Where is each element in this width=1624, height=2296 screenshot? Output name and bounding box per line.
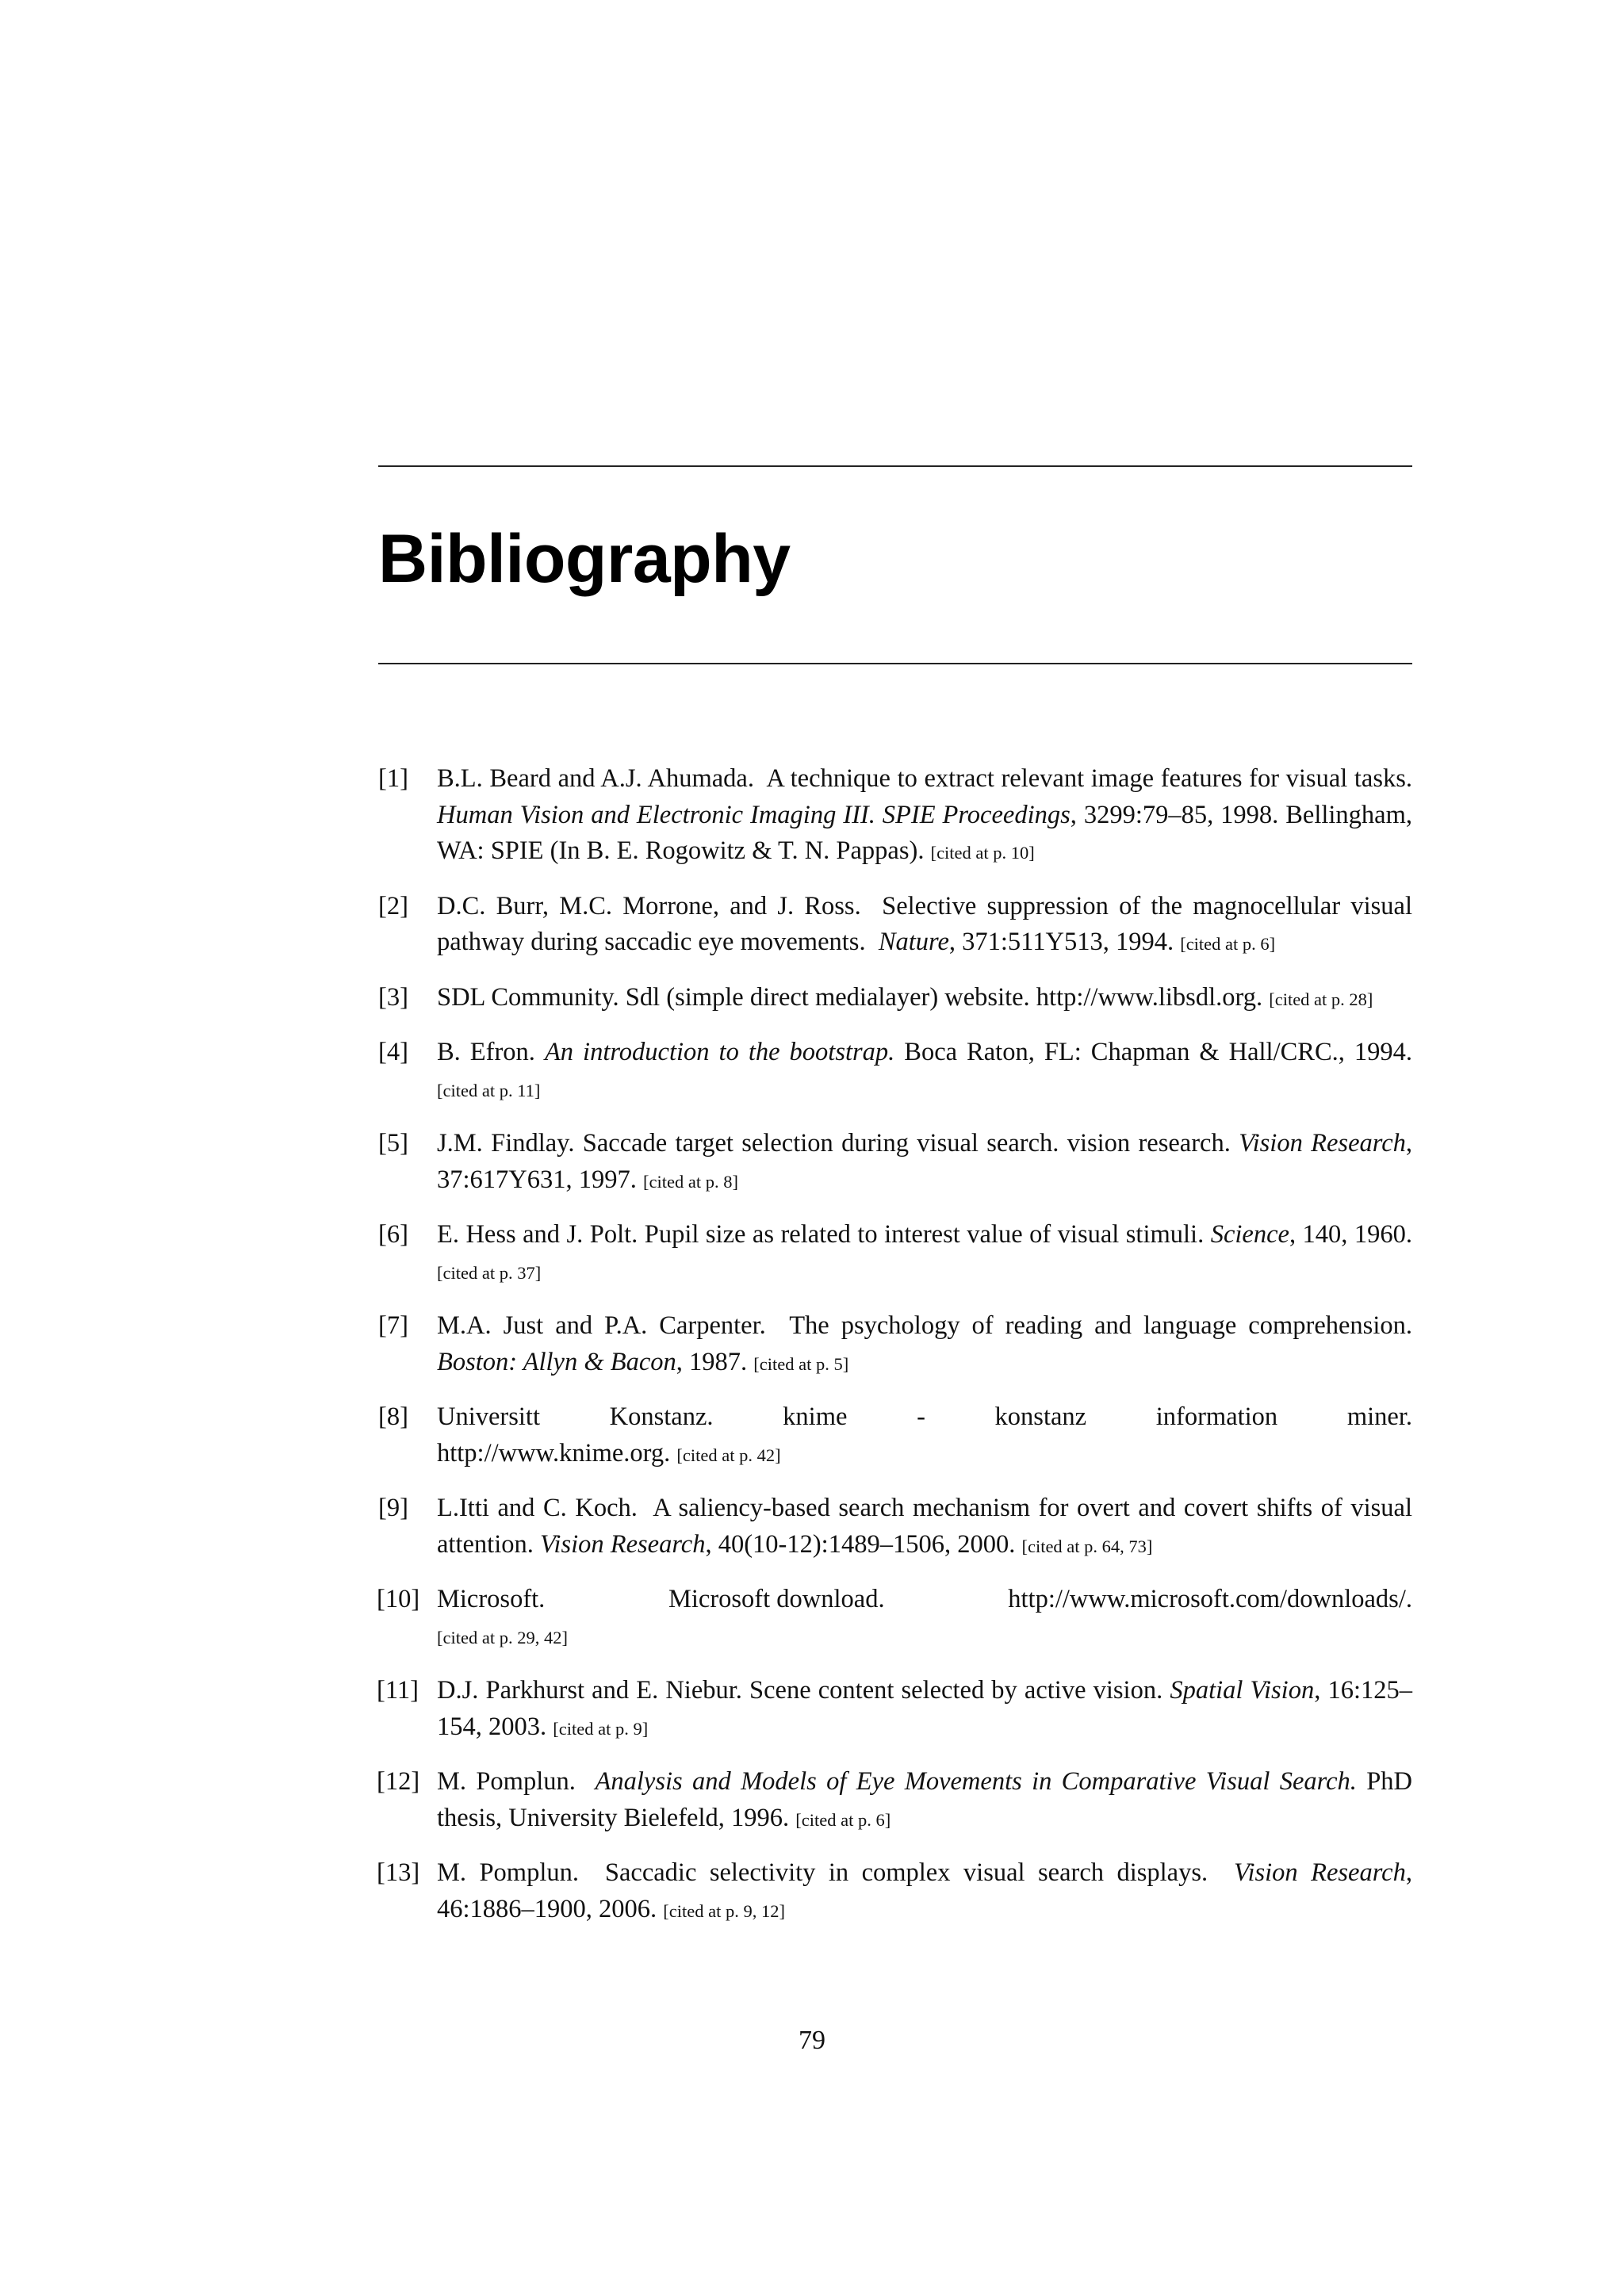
bib-authors: L.Itti and C. Koch.	[437, 1494, 638, 1522]
bib-entry-1	[378, 761, 1412, 871]
bib-entry-11	[378, 1673, 1412, 1747]
bib-title: The psychology of reading and language comprehension.	[789, 1311, 1412, 1340]
bib-authors: B. Efron.	[437, 1038, 535, 1066]
bib-entry-6	[378, 1217, 1412, 1291]
bib-venue: Boston: Allyn & Bacon	[437, 1347, 676, 1376]
bib-authors: M. Pomplun.	[437, 1858, 579, 1887]
bib-cited: [cited at p. 28]	[1269, 989, 1373, 1009]
bib-authors: M. Pomplun.	[437, 1767, 576, 1796]
bib-label: [3]	[378, 982, 408, 1012]
bib-word: miner.	[1346, 1402, 1412, 1431]
bib-title: Saccadic selectivity in complex visual search displays.	[604, 1858, 1208, 1887]
bib-label: [8]	[378, 1402, 408, 1431]
bib-venue: Human Vision and Electronic Imaging III. SPIE Proceedings	[437, 800, 1071, 829]
bib-entry-13	[378, 1855, 1412, 1929]
bib-venue: Spatial Vision	[1170, 1676, 1315, 1705]
bib-entry-4	[378, 1035, 1412, 1108]
bib-authors: B.L. Beard and A.J. Ahumada.	[437, 764, 754, 793]
bib-line	[437, 1436, 1412, 1474]
bib-venue: Vision Research	[1239, 1129, 1406, 1158]
bib-entry-2	[378, 889, 1412, 962]
title-rule-top	[378, 465, 1412, 467]
bib-cited: [cited at p. 8]	[643, 1171, 738, 1192]
bib-entry-5	[378, 1126, 1412, 1200]
bib-word: Universitt	[437, 1402, 540, 1431]
bib-label: [10]	[377, 1585, 420, 1613]
bib-entry-9	[378, 1490, 1412, 1564]
bib-details: , 16:125–154, 2003.	[437, 1676, 1412, 1741]
bib-details: , 371:511Y513, 1994.	[948, 928, 1174, 956]
bib-cited: [cited at p. 42]	[676, 1445, 781, 1465]
bib-title: Sdl (simple direct medialayer) website. http://www.libsdl.org.	[625, 982, 1263, 1012]
bib-line-justified	[437, 1582, 1412, 1618]
bib-url: http://www.knime.org.	[437, 1438, 671, 1468]
bib-word: knime	[783, 1402, 848, 1431]
bib-cited: [cited at p. 6]	[795, 1809, 891, 1830]
bibliography-list	[378, 761, 1412, 1946]
bib-entry-8	[378, 1399, 1412, 1473]
bib-word: information	[1155, 1402, 1278, 1431]
bib-cited: [cited at p. 11]	[437, 1080, 541, 1100]
bib-entry-7	[378, 1308, 1412, 1382]
bib-title: A saliency-based search mechanism for overt and covert shifts of visual attention.	[437, 1494, 1412, 1559]
bib-word: -	[917, 1402, 925, 1431]
bib-details: Boca Raton, FL: Chapman & Hall/CRC., 1994.	[904, 1038, 1413, 1066]
bib-cited: [cited at p. 64, 73]	[1021, 1536, 1153, 1556]
bib-details: , 140, 1960.	[1289, 1220, 1413, 1249]
bib-title: Scene content selected by active vision.	[749, 1676, 1163, 1705]
bib-label: [5]	[378, 1129, 408, 1158]
bib-cited: [cited at p. 9, 12]	[663, 1900, 785, 1921]
bib-cited: [cited at p. 9]	[553, 1718, 649, 1739]
bib-cited: [cited at p. 37]	[437, 1262, 542, 1283]
bib-line-justified	[437, 1399, 1412, 1436]
bib-title: Selective suppression of the magnocellular visual pathway during saccadic eye movements.	[437, 891, 1413, 956]
bib-details: , 3299:79–85, 1998. Bellingham, WA: SPIE (In B. E. Rogowitz & T. N. Pappas).	[437, 800, 1412, 865]
bib-label: [9]	[378, 1494, 408, 1522]
bib-word: Microsoft.	[437, 1585, 546, 1613]
bib-cited: [cited at p. 10]	[930, 843, 1035, 863]
title-rule-bottom	[378, 663, 1412, 664]
bib-label: [13]	[377, 1858, 420, 1887]
bib-label: [12]	[377, 1767, 420, 1796]
bib-details: , 1987.	[676, 1347, 748, 1376]
bib-venue: Science	[1210, 1220, 1289, 1249]
bib-venue: Vision Research	[1234, 1858, 1406, 1887]
bib-word: konstanz	[994, 1402, 1087, 1431]
page-number: 79	[799, 2026, 825, 2055]
bib-cited: [cited at p. 29, 42]	[437, 1627, 568, 1647]
bib-authors: D.J. Parkhurst and E. Niebur.	[437, 1676, 742, 1705]
bib-authors: J.M. Findlay.	[437, 1129, 575, 1158]
bib-label: [2]	[378, 891, 408, 920]
bib-authors: E. Hess and J. Polt.	[437, 1220, 638, 1249]
bib-label: [4]	[378, 1038, 408, 1066]
bib-url: http://www.microsoft.com/downloads/.	[1008, 1585, 1412, 1613]
bib-authors: M.A. Just and P.A. Carpenter.	[437, 1311, 766, 1340]
bib-title: Saccade target selection during visual search. vision research.	[582, 1129, 1231, 1158]
bib-details: PhD thesis, University Bielefeld, 1996.	[437, 1767, 1413, 1832]
bib-authors: D.C. Burr, M.C. Morrone, and J. Ross.	[437, 891, 861, 920]
bib-details: , 40(10-12):1489–1506, 2000.	[705, 1529, 1016, 1559]
bib-label: [6]	[378, 1220, 408, 1249]
bib-venue: Vision Research	[539, 1529, 706, 1559]
bib-title: Pupil size as related to interest value of visual stimuli.	[644, 1220, 1205, 1249]
bib-authors: SDL Community.	[437, 982, 619, 1012]
bib-venue: Nature	[878, 928, 949, 956]
bib-details: , 46:1886–1900, 2006.	[437, 1858, 1412, 1923]
bib-title: An introduction to the bootstrap.	[544, 1038, 895, 1066]
bib-label: [7]	[378, 1311, 408, 1340]
bib-title: Analysis and Models of Eye Movements in Comparative Visual Search.	[595, 1767, 1357, 1796]
bib-label: [11]	[377, 1676, 419, 1705]
bib-label: [1]	[378, 764, 408, 793]
bib-cited: [cited at p. 6]	[1180, 934, 1276, 954]
bib-details: , 37:617Y631, 1997.	[437, 1129, 1413, 1194]
bib-entry-3	[378, 980, 1412, 1018]
chapter-title: Bibliography	[378, 521, 791, 597]
bib-word: Microsoft download.	[668, 1585, 885, 1613]
bib-word: Konstanz.	[609, 1402, 714, 1431]
bib-entry-10	[378, 1582, 1412, 1655]
bib-line	[437, 1618, 1412, 1656]
bib-title: A technique to extract relevant image features for visual tasks.	[766, 764, 1412, 793]
bib-cited: [cited at p. 5]	[753, 1353, 849, 1374]
bib-entry-12	[378, 1764, 1412, 1838]
